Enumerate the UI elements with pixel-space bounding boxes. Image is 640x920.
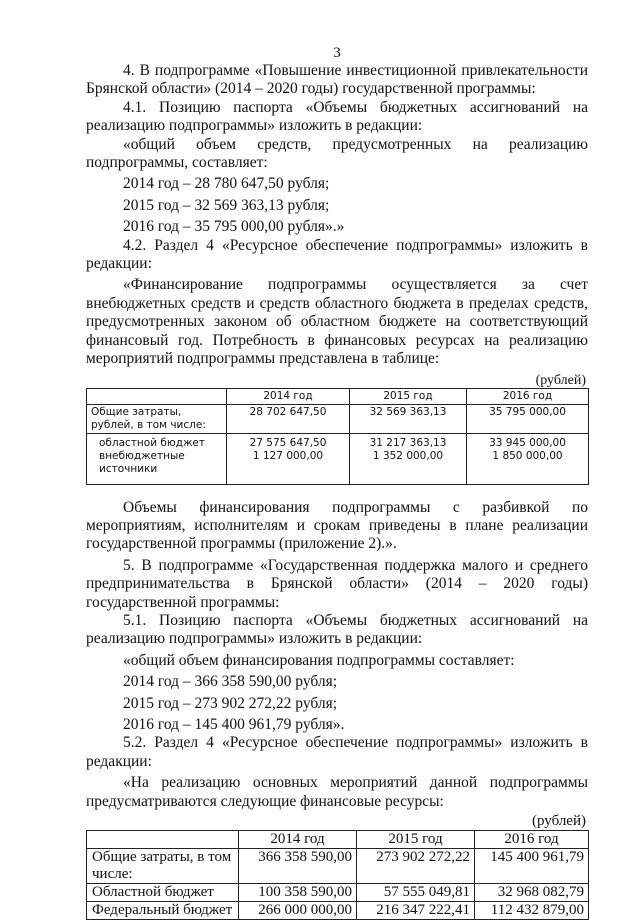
page-number: 3 [333,45,341,61]
row-label: Общие затраты, рублей, в том числе: [87,404,227,433]
table-cell-group [227,433,350,484]
section4-year-2016: 2016 год – 35 795 000,00 рубля».» [123,218,345,236]
table-cell: 35 795 000,00 [467,404,589,433]
table-header-cell: 2016 год [475,831,589,849]
table-cell: 1 850 000,00 [492,449,563,462]
section5-2-paragraph: 5.2. Раздел 4 «Ресурсное обеспечение подпрограммы» изложить в редакции: [86,734,588,770]
table-cell: 28 702 647,50 [227,404,350,433]
row-label: внебюджетные источники [99,449,185,475]
table-cell: 273 902 272,22 [357,849,475,884]
table-header-cell [87,831,239,849]
section5-1-paragraph: 5.1. Позицию паспорта «Объемы бюджетных ассигнований на реализацию подпрограммы» изложить в редакции: [86,611,588,648]
section5-year-2015: 2015 год – 273 902 272,22 рубля; [123,694,338,712]
section4-financing: «Финансирование подпрограммы осуществляется за счет внебюджетных средств и средств областного бюджета в пределах средств, предусмотренных законом об областном бюджете на соответствующий финансовый год. Потребность в финансовых ресурсах на реализацию мероприятий подпрограммы представлена в таблице: [86,276,588,368]
document-body [86,62,588,920]
row-label: областной бюджет [99,436,205,449]
row-label: Федеральный бюджет [87,902,239,920]
table-header-cell: 2015 год [357,831,475,849]
table-header-row [87,388,589,404]
table-cell-group [350,433,467,484]
table-cell-group [467,433,589,484]
table-row [87,884,589,902]
table-cell: 32 968 082,79 [475,884,589,902]
table-cell: 27 575 647,50 [249,436,327,449]
row-label: Общие затраты, в том числе: [87,849,239,884]
table2-unit: (рублей) [531,813,586,829]
table-cell: 1 127 000,00 [252,449,324,462]
table-header-cell: 2014 год [227,388,350,404]
table1-unit: (рублей) [535,372,586,388]
table-header-cell: 2016 год [467,388,589,404]
table-header-row [87,831,589,849]
table-cell: 366 358 590,00 [239,849,357,884]
section4-1-paragraph: 4.1. Позицию паспорта «Объемы бюджетных ассигнований на реализацию подпрограммы» изложить в редакции: [86,98,588,135]
section4-intro: 4. В подпрограмме «Повышение инвестиционной привлекательности Брянской области» (2014 – 2020 годы) государственной программы: [86,62,588,98]
table-cell: 145 400 961,79 [475,849,589,884]
row-label: Областной бюджет [87,884,239,902]
section4-year-2014: 2014 год – 28 780 647,50 рубля; [123,175,330,193]
section5-quote: «общий объем финансирования подпрограммы составляет: [123,651,515,669]
section4-table [86,388,589,485]
table-cell: 57 555 049,81 [357,884,475,902]
section4-closing: Объемы финансирования подпрограммы с разбивкой по мероприятиям, исполнителям и срокам приведены в плане реализации государственной программы (приложение 2).». [86,498,588,553]
section4-quote: «общий объем средств, предусмотренных на реализацию подпрограммы, составляет: [86,135,588,172]
table-cell: 32 569 363,13 [350,404,467,433]
section5-year-2014: 2014 год – 366 358 590,00 рубля; [123,673,338,691]
table-row [87,902,589,920]
table-cell: 1 352 000,00 [372,449,444,462]
section5-intro: 5. В подпрограмме «Государственная поддержка малого и среднего предпринимательства в Брянской области» (2014 – 2020 годы) государственной программы: [86,556,588,611]
table-row [87,433,589,484]
table-cell: 266 000 000,00 [239,902,357,920]
table-header-cell: 2014 год [239,831,357,849]
table-cell: 216 347 222,41 [357,902,475,920]
table-header-cell [87,388,227,404]
table-row [87,404,589,433]
section5-resources: «На реализацию основных мероприятий данной подпрограммы предусматриваются следующие финансовые ресурсы: [86,774,588,810]
table-cell: 112 432 879,00 [475,902,589,920]
table-header-cell: 2015 год [350,388,467,404]
section4-year-2015: 2015 год – 32 569 363,13 рубля; [123,196,330,214]
section4-2-paragraph: 4.2. Раздел 4 «Ресурсное обеспечение подпрограммы» изложить в редакции: [86,236,588,273]
table-row [87,849,589,884]
section5-year-2016: 2016 год – 145 400 961,79 рубля». [123,715,345,733]
table-cell: 33 945 000,00 [489,436,566,449]
section5-table [86,830,589,920]
table-cell: 31 217 363,13 [369,436,447,449]
table-cell: 100 358 590,00 [239,884,357,902]
row-label-group [87,433,227,484]
